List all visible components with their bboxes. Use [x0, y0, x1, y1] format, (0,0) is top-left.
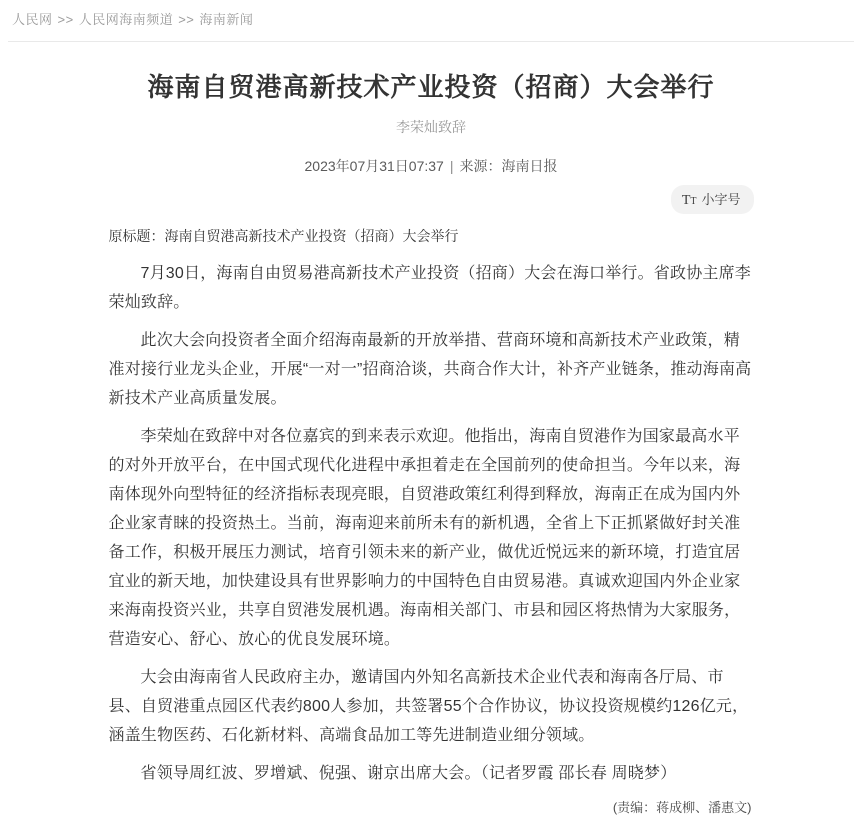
breadcrumb-link-hainan-news[interactable]: 海南新闻 — [199, 12, 254, 27]
original-title-text: 海南自贸港高新技术产业投资（招商）大会举行 — [164, 228, 459, 244]
original-title-line — [109, 226, 754, 246]
breadcrumb-separator: >> — [178, 12, 195, 27]
breadcrumb-separator: >> — [57, 12, 74, 27]
breadcrumb — [0, 0, 862, 37]
font-size-icon: TT — [681, 193, 697, 208]
font-size-label: 小字号 — [701, 192, 741, 207]
article-paragraph: 省领导周红波、罗增斌、倪强、谢京出席大会。（记者罗霞 邵长春 周晓梦） — [140, 765, 677, 782]
breadcrumb-link-hainan-channel[interactable]: 人民网海南频道 — [78, 12, 174, 27]
original-title-label: 原标题： — [108, 228, 165, 244]
meta-separator: | — [449, 158, 454, 174]
publish-date: 2023年07月31日07:37 — [304, 158, 444, 174]
font-size-button[interactable] — [671, 185, 754, 214]
article-meta — [109, 156, 754, 176]
breadcrumb-link-people[interactable]: 人民网 — [12, 12, 53, 27]
editors-line: (责编：蒋成柳、潘惠文) — [612, 800, 752, 815]
article-container — [109, 70, 754, 816]
source-link[interactable]: 海南日报 — [501, 158, 558, 174]
article-subtitle: 李荣灿致辞 — [396, 119, 466, 135]
article-toolbar — [109, 185, 754, 214]
article-paragraph: 大会由海南省人民政府主办，邀请国内外知名高新技术企业代表和海南各厅局、市县、自贸港重点园区代表约800人参加，共签署55个合作协议，协议投资规模约126亿元，涵盖生物医药、石化新材料、高端食品加工等先进制造业细分领域。 — [108, 669, 749, 744]
header-divider — [8, 41, 854, 42]
source-label: 来源： — [459, 158, 502, 174]
article-title: 海南自贸港高新技术产业投资（招商）大会举行 — [147, 72, 715, 102]
article-paragraph: 7月30日，海南自由贸易港高新技术产业投资（招商）大会在海口举行。省政协主席李荣灿致辞。 — [108, 265, 751, 311]
article-body — [109, 259, 754, 788]
article-paragraph: 李荣灿在致辞中对各位嘉宾的到来表示欢迎。他指出，海南自贸港作为国家最高水平的对外开放平台，在中国式现代化进程中承担着走在全国前列的使命担当。今年以来，海南体现外向型特征的经济指标表现亮眼，自贸港政策红利得到释放，海南正在成为国内外企业家青睐的投资热土。当前，海南迎来前所未有的新机遇，全省上下正抓紧做好封关准备工作，积极开展压力测试，培育引领未来的新产业，做优近悦远来的新环境，打造宜居宜业的新天地，加快建设具有世界影响力的中国特色自由贸易港。真诚欢迎国内外企业家来海南投资兴业，共享自贸港发展机遇。海南相关部门、市县和园区将热情为大家服务，营造安心、舒心、放心的优良发展环境。 — [108, 428, 741, 648]
article-paragraph: 此次大会向投资者全面介绍海南最新的开放举措、营商环境和高新技术产业政策，精准对接行业龙头企业，开展“一对一”招商洽谈，共商合作大计，补齐产业链条，推动海南高新技术产业高质量发展。 — [108, 332, 752, 407]
